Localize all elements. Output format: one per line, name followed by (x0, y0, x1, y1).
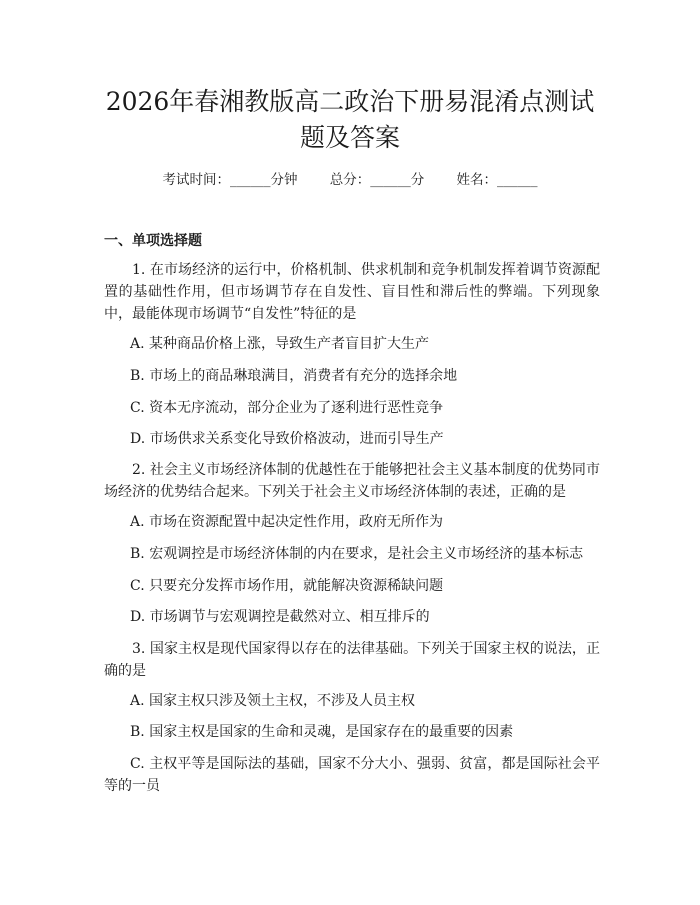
exam-meta (0, 168, 700, 188)
question-3-stem: 3. 国家主权是现代国家得以存在的法律基础。下列关于国家主权的说法，正确的是 (104, 641, 600, 679)
question-2-option-a: A. 市场在资源配置中起决定性作用，政府无所作为 (130, 514, 444, 530)
question-1-option-b: B. 市场上的商品琳琅满目，消费者有充分的选择余地 (130, 368, 458, 384)
question-2-stem: 2. 社会主义市场经济体制的优越性在于能够把社会主义基本制度的优势同市场经济的优势结合起来。下列关于社会主义市场经济体制的表述，正确的是 (104, 462, 600, 500)
section-heading: 一、单项选择题 (104, 233, 202, 249)
question-2-option-d: D. 市场调节与宏观调控是截然对立、相互排斥的 (130, 609, 430, 625)
question-1-stem: 1. 在市场经济的运行中，价格机制、供求机制和竞争机制发挥着调节资源配置的基础性作用，但市场调节存在自发性、盲目性和滞后性的弊端。下列现象中，最能体现市场调节“自发性”特征的是 (104, 262, 600, 322)
question-1-option-c: C. 资本无序流动，部分企业为了逐利进行恶性竞争 (130, 400, 444, 416)
question-2-option-c: C. 只要充分发挥市场作用，就能解决资源稀缺问题 (130, 578, 444, 594)
question-1-option-d: D. 市场供求关系变化导致价格波动，进而引导生产 (130, 431, 444, 447)
exam-time: 考试时间：______分钟 (162, 172, 298, 188)
question-2-option-b: B. 宏观调控是市场经济体制的内在要求，是社会主义市场经济的基本标志 (130, 546, 584, 562)
question-1-option-a: A. 某种商品价格上涨，导致生产者盲目扩大生产 (130, 336, 430, 352)
student-name: 姓名：______ (456, 172, 538, 188)
document-title: 2026年春湘教版高二政治下册易混淆点测试题及答案 (105, 87, 595, 152)
question-3-option-a: A. 国家主权只涉及领土主权，不涉及人员主权 (130, 693, 416, 709)
question-3-option-c: C. 主权平等是国际法的基础，国家不分大小、强弱、贫富，都是国际社会平等的一员 (104, 756, 600, 794)
total-score: 总分：______分 (329, 172, 425, 188)
question-3-option-b: B. 国家主权是国家的生命和灵魂，是国家存在的最重要的因素 (130, 724, 514, 740)
